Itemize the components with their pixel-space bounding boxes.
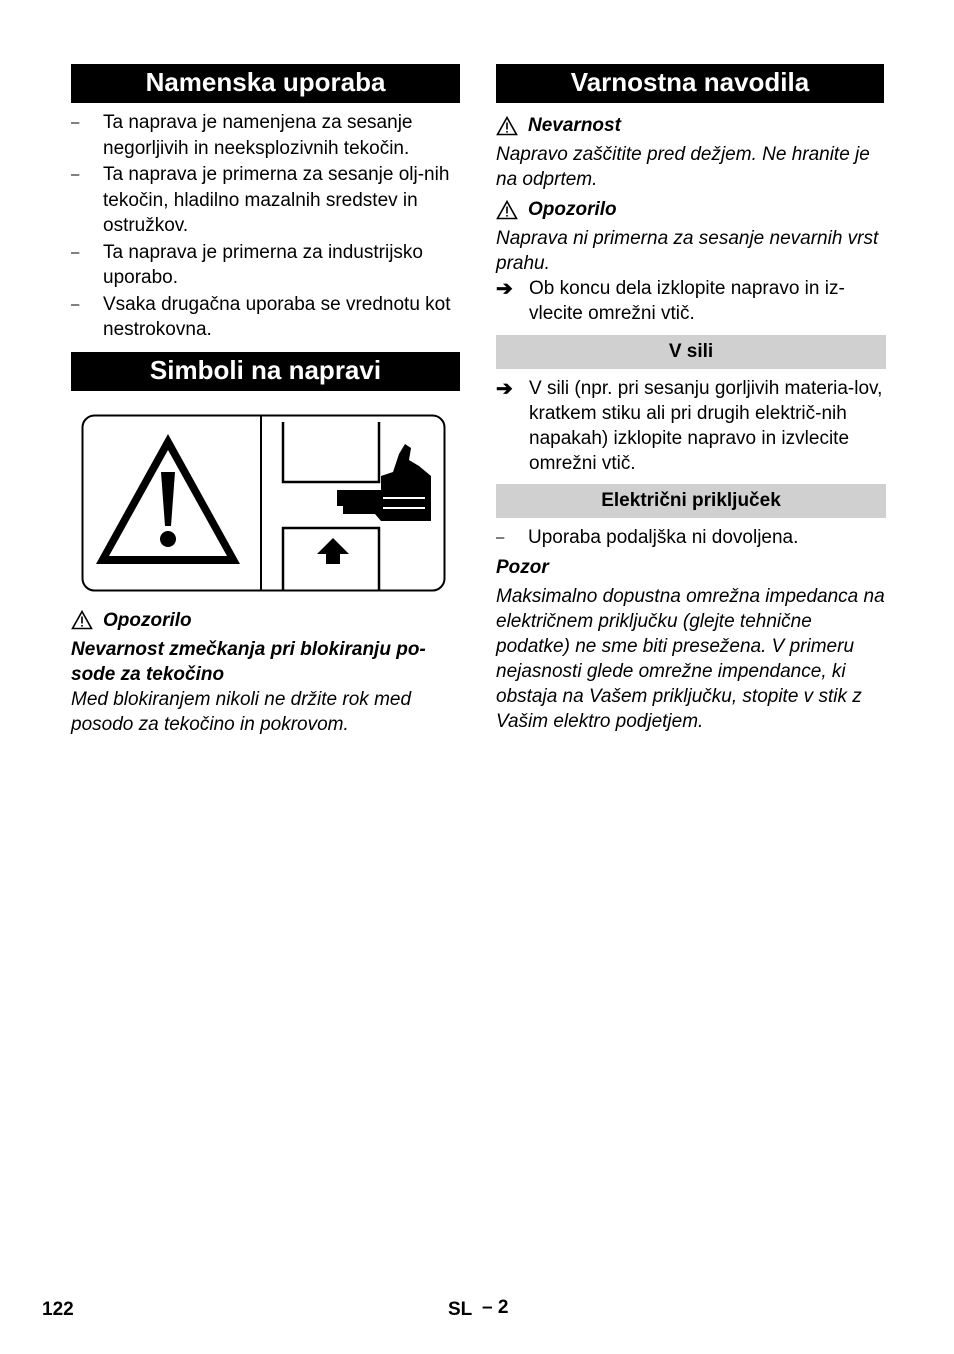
warning-icon — [71, 610, 93, 630]
list-item: – Ta naprava je namenjena za sesanje negorljivih in neeksplozivnih tekočin. — [71, 110, 460, 161]
list-item: – Ta naprava je primerna za industrijsko uporabo. — [71, 240, 460, 291]
arrow-right-icon: ➔ — [496, 278, 513, 300]
warning-icon — [496, 116, 518, 136]
heading-namenska-uporaba: Namenska uporaba — [71, 64, 460, 103]
danger-label: Nevarnost — [528, 115, 621, 136]
action-text: V sili (npr. pri sesanju gorljivih materia-lov, kratkem stiku ali pri drugih električ-nih napakah) izklopite napravo in izvlecite omrežni vtič. — [529, 378, 883, 474]
danger-text: Napravo zaščitite pred dežjem. Ne hranite je na odprtem. — [496, 144, 870, 190]
language-code: SL — [448, 1299, 473, 1320]
left-column — [71, 64, 460, 737]
arrow-right-icon: ➔ — [496, 378, 513, 400]
warning-label: Opozorilo — [528, 199, 617, 220]
warning-text: Med blokiranjem nikoli ne držite rok med posodo za tekočino in pokrovom. — [71, 688, 412, 735]
heading-elektricni-prikljucek: Električni priključek — [496, 484, 886, 518]
list-item: – Ta naprava je primerna za sesanje olj-nih tekočin, hladilno mazalnih sredstev in ostružkov. — [71, 162, 460, 239]
danger-heading — [496, 113, 886, 138]
crush-hazard-symbol-image — [81, 414, 446, 592]
heading-v-sili: V sili — [496, 335, 886, 369]
action-item — [496, 276, 886, 326]
electrical-list — [496, 525, 886, 551]
warning-icon — [496, 200, 518, 220]
heading-varnostna-navodila: Varnostna navodila — [496, 64, 884, 103]
warning-label: Opozorilo — [103, 609, 192, 631]
warning-title: Nevarnost zmečkanja pri blokiranju po-sode za tekočino — [71, 638, 426, 685]
warning-heading — [71, 608, 460, 633]
warning-heading — [496, 197, 886, 222]
action-text: Ob koncu dela izklopite napravo in iz-vlecite omrežni vtič. — [529, 278, 845, 324]
page-number: 122 — [42, 1299, 74, 1320]
caution-label: Pozor — [496, 556, 549, 578]
list-item: – Uporaba podaljška ni dovoljena. — [496, 525, 886, 551]
sub-page-number: – 2 — [482, 1297, 509, 1318]
right-column — [496, 64, 886, 734]
list-item: – Vsaka drugačna uporaba se vrednotu kot nestrokovna. — [71, 292, 460, 343]
warning-text: Naprava ni primerna za sesanje nevarnih vrst prahu. — [496, 228, 879, 274]
action-item — [496, 376, 886, 476]
caution-text: Maksimalno dopustna omrežna impedanca na električnem priključku (glejte tehnične podatke) ne sme biti presežena. V primeru nejasnosti glede omrežne impendance, ki obstaja na Vašem priključku, stopite v stik z Vašim elektro podjetjem. — [496, 585, 885, 732]
heading-simboli-na-napravi: Simboli na napravi — [71, 352, 460, 391]
intended-use-list — [71, 110, 460, 343]
